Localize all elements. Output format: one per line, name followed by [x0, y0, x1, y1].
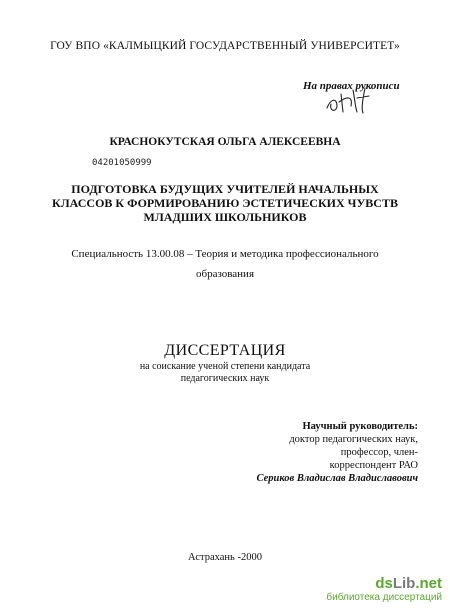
- title-line: МЛАДШИХ ШКОЛЬНИКОВ: [143, 210, 307, 224]
- dissertation-title: [0, 182, 450, 224]
- title-line: ПОДГОТОВКА БУДУЩИХ УЧИТЕЛЕЙ НАЧАЛЬНЫХ: [71, 182, 379, 196]
- specialty-line: образования: [195, 268, 255, 280]
- degree-statement: [0, 361, 450, 385]
- specialty: [0, 244, 450, 284]
- specialty-line: Специальность 13.00.08 – Теория и методика профессионального: [71, 248, 379, 260]
- title-line: КЛАССОВ К ФОРМИРОВАНИЮ ЭСТЕТИЧЕСКИХ ЧУВСТВ: [52, 196, 398, 210]
- document-type: ДИССЕРТАЦИЯ: [164, 342, 286, 359]
- logo-ds: ds: [375, 575, 393, 592]
- author-name: КРАСНОКУТСКАЯ ОЛЬГА АЛЕКСЕЕВНА: [109, 136, 341, 148]
- registry-code: 04201050999: [92, 158, 152, 168]
- advisor-title-line: корреспондент РАО: [329, 460, 418, 471]
- advisor-title-line: профессор, член-: [340, 447, 418, 458]
- manuscript-rights-text: рукописи: [355, 80, 400, 92]
- watermark-tagline: библиотека диссертаций: [326, 592, 442, 603]
- degree-line: педагогических наук: [180, 373, 270, 384]
- university-name: ГОУ ВПО «КАЛМЫЦКИЙ ГОСУДАРСТВЕННЫЙ УНИВЕРСИТЕТ»: [50, 40, 400, 52]
- logo-net: .net: [415, 575, 442, 592]
- manuscript-rights-label: На правах: [303, 80, 353, 92]
- logo-lib: Lib: [392, 575, 416, 592]
- handwritten-signature: [325, 84, 385, 114]
- city-year: Астрахань -2000: [188, 552, 262, 563]
- advisor-label: Научный руководитель:: [302, 421, 418, 432]
- scientific-advisor: [257, 420, 418, 485]
- advisor-title-line: доктор педагогических наук,: [289, 434, 418, 445]
- advisor-name: Сериков Владислав Владиславович: [256, 473, 418, 484]
- dslib-watermark: [326, 575, 442, 604]
- dslib-logo: [326, 575, 442, 592]
- degree-line: на соискание ученой степени кандидата: [139, 361, 311, 372]
